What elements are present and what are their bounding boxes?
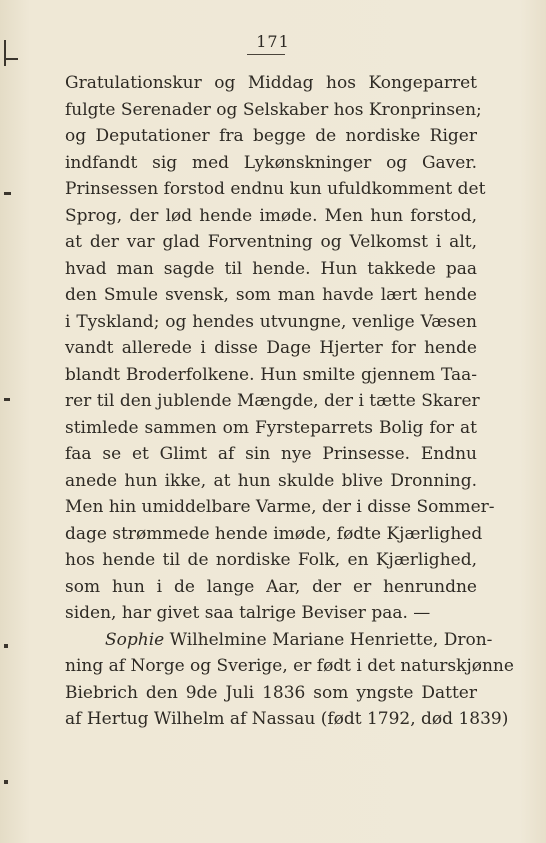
text-line: den Smule svensk, som man havde lært hende (65, 285, 477, 305)
text-line: faa se et Glimt af sin nye Prinsesse. Endnu (65, 444, 477, 464)
margin-speck (4, 644, 8, 648)
margin-speck (4, 58, 18, 60)
text-line: stimlede sammen om Fyrsteparrets Bolig for at (65, 417, 477, 438)
line-rest: Wilhelmine Mariane Henriette, Dron- (164, 629, 493, 650)
margin-speck (4, 780, 8, 784)
text-line: fulgte Serenader og Selskaber hos Kronprinsen; (65, 99, 482, 120)
text-line: hvad man sagde til hende. Hun takkede paa (65, 258, 477, 279)
text-line: vandt allerede i disse Dage Hjerter for hende (65, 338, 477, 358)
text-line: anede hun ikke, at hun skulde blive Dronning. (65, 470, 477, 491)
text-line: Biebrich den 9de Juli 1836 som yngste Datter (65, 682, 477, 703)
page-number-rule (247, 54, 285, 55)
text-line: hos hende til de nordiske Folk, en Kjærlighed, (65, 550, 477, 570)
text-line: Men hin umiddelbare Varme, der i disse Sommer- (65, 497, 495, 517)
text-line: som hun i de lange Aar, der er henrundne (65, 576, 477, 597)
text-line: i Tyskland; og hendes utvungne, venlige Væsen (65, 311, 477, 332)
text-line: dage strømmede hende imøde, fødte Kjærlighed (65, 523, 483, 544)
text-line: rer til den jublende Mængde, der i tætte Skarer (65, 391, 480, 411)
italic-name: Sophie (105, 629, 165, 650)
text-line: Gratulationskur og Middag hos Kongeparret (65, 73, 477, 93)
body-text (65, 70, 514, 733)
text-line: at der var glad Forventning og Velkomst i alt, (65, 232, 477, 252)
text-line (65, 627, 493, 654)
text-line: Prinsessen forstod endnu kun ufuldkomment det (65, 179, 486, 199)
text-line: ning af Norge og Sverige, er født i det naturskjønne (65, 656, 514, 676)
text-line: og Deputationer fra begge de nordiske Riger (65, 126, 477, 146)
margin-speck (4, 192, 11, 195)
text-line: blandt Broderfolkene. Hun smilte gjennem Taa- (65, 364, 477, 385)
paragraph-1 (65, 70, 495, 627)
text-line: Sprog, der lød hende imøde. Men hun forstod, (65, 205, 477, 226)
text-line: indfandt sig med Lykønskninger og Gaver. (65, 152, 477, 173)
paragraph-2 (65, 627, 514, 733)
text-line: af Hertug Wilhelm af Nassau (født 1792, død 1839) (65, 709, 509, 729)
page-number: 171 (256, 32, 290, 51)
margin-speck (4, 40, 6, 66)
margin-speck (4, 398, 10, 401)
text-line: siden, har givet saa talrige Beviser paa. — (65, 603, 431, 623)
